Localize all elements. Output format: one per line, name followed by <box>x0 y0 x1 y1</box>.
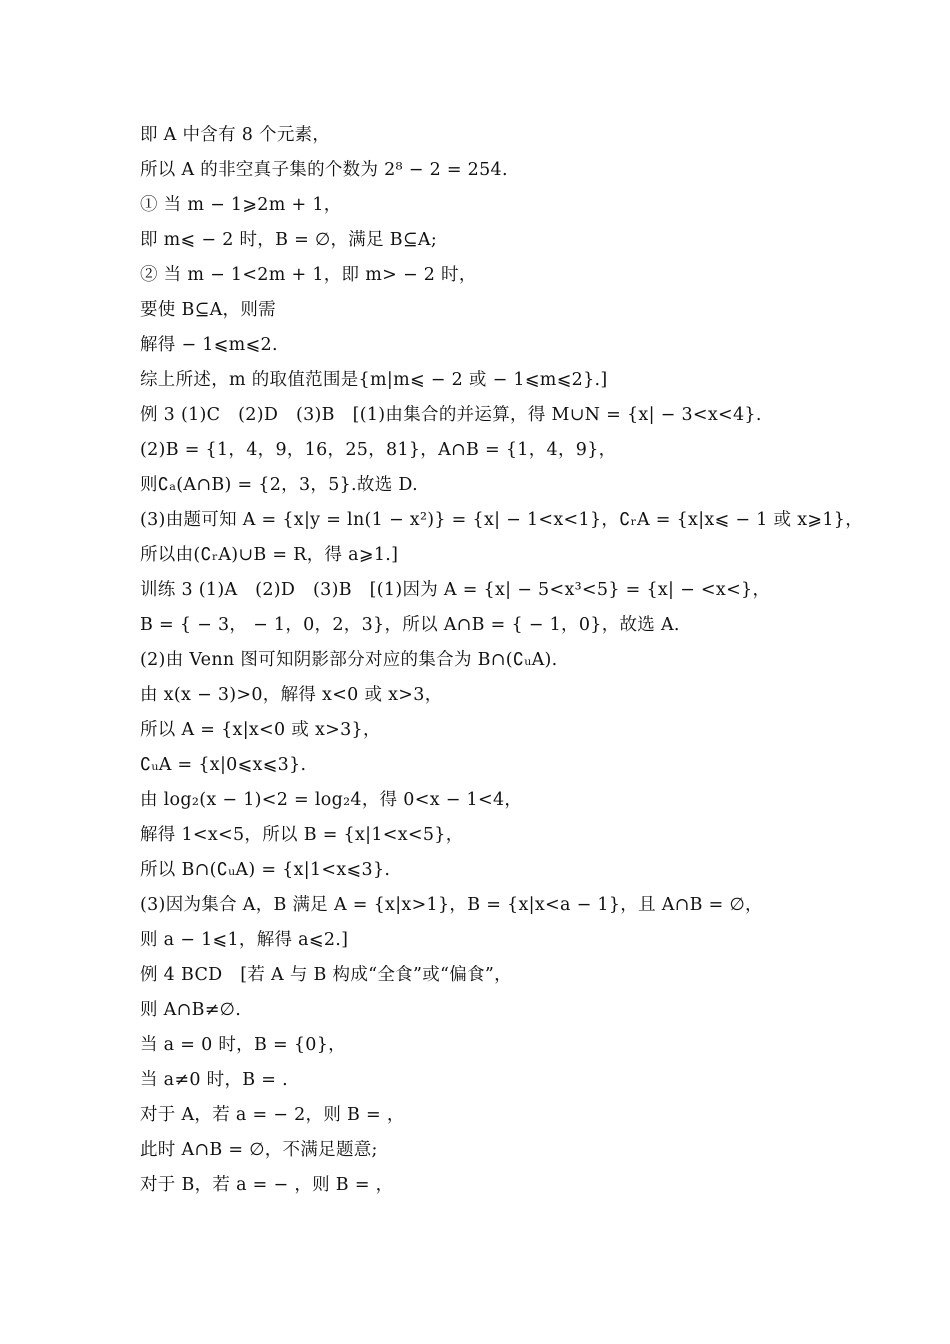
example-4-answer: 例 4 BCD [若 A 与 B 构成“全食”或“偏食”， <box>140 965 512 985</box>
text-line: 由 x(x − 3)>0，解得 x<0 或 x>3， <box>140 685 443 705</box>
text-line: ∁ᵤA = {x|0⩽x⩽3}. <box>140 755 307 775</box>
text-line: 所以 A = {x|x<0 或 x>3}， <box>140 720 381 740</box>
text-line: 由 log₂(x − 1)<2 = log₂4，得 0<x − 1<4， <box>140 790 523 810</box>
text-line: 当 a = 0 时，B = {0}， <box>140 1035 346 1055</box>
text-line: B = { − 3， − 1，0，2，3}，所以 A∩B = { − 1，0}，故选 A. <box>140 615 680 635</box>
text-line: 解得 1<x<5，所以 B = {x|1<x<5}， <box>140 825 464 845</box>
text-line: 所以 A 的非空真子集的个数为 2⁸ − 2 = 254. <box>140 160 508 180</box>
text-line: 要使 B⊆A，则需 <box>140 300 276 320</box>
text-line: 对于 B，若 a = − ，则 B = ， <box>140 1175 394 1195</box>
text-line: (2)B = {1，4，9，16，25，81}，A∩B = {1，4，9}， <box>140 440 617 460</box>
text-line: ② 当 m − 1<2m + 1，即 m> − 2 时， <box>140 265 477 285</box>
text-line: 此时 A∩B = ∅，不满足题意; <box>140 1140 378 1160</box>
text-line: 当 a≠0 时，B = . <box>140 1070 288 1090</box>
text-line: (3)由题可知 A = {x|y = ln(1 − x²)} = {x| − 1<x<1}，∁ᵣA = {x|x⩽ − 1 或 x⩾1}， <box>140 510 864 530</box>
text-line: 所以 B∩(∁ᵤA) = {x|1<x⩽3}. <box>140 860 391 880</box>
text-line: 则 A∩B≠∅. <box>140 1000 242 1020</box>
document-body <box>140 118 864 1203</box>
text-line: 对于 A，若 a = − 2，则 B = ， <box>140 1105 405 1125</box>
text-line: 则∁ₐ(A∩B) = {2，3，5}.故选 D. <box>140 475 418 495</box>
text-line: 则 a − 1⩽1，解得 a⩽2.] <box>140 930 349 950</box>
text-line: (2)由 Venn 图可知阴影部分对应的集合为 B∩(∁ᵤA). <box>140 650 558 670</box>
exercise-3-answer: 训练 3 (1)A (2)D (3)B [(1)因为 A = {x| − 5<x³<5} = {x| − <x<}， <box>140 580 771 600</box>
text-line: 所以由(∁ᵣA)∪B = R，得 a⩾1.] <box>140 545 399 565</box>
example-3-answer: 例 3 (1)C (2)D (3)B [(1)由集合的并运算，得 M∪N = {x| − 3<x<4}. <box>140 405 762 425</box>
text-line: 即 m⩽ − 2 时，B = ∅，满足 B⊆A; <box>140 230 438 250</box>
text-line: 即 A 中含有 8 个元素， <box>140 125 331 145</box>
text-line: 解得 − 1⩽m⩽2. <box>140 335 278 355</box>
text-line: (3)因为集合 A，B 满足 A = {x|x>1}，B = {x|x<a − 1}，且 A∩B = ∅， <box>140 895 763 915</box>
text-line: ① 当 m − 1⩾2m + 1， <box>140 195 342 215</box>
text-line: 综上所述，m 的取值范围是{m|m⩽ − 2 或 − 1⩽m⩽2}.] <box>140 370 608 390</box>
